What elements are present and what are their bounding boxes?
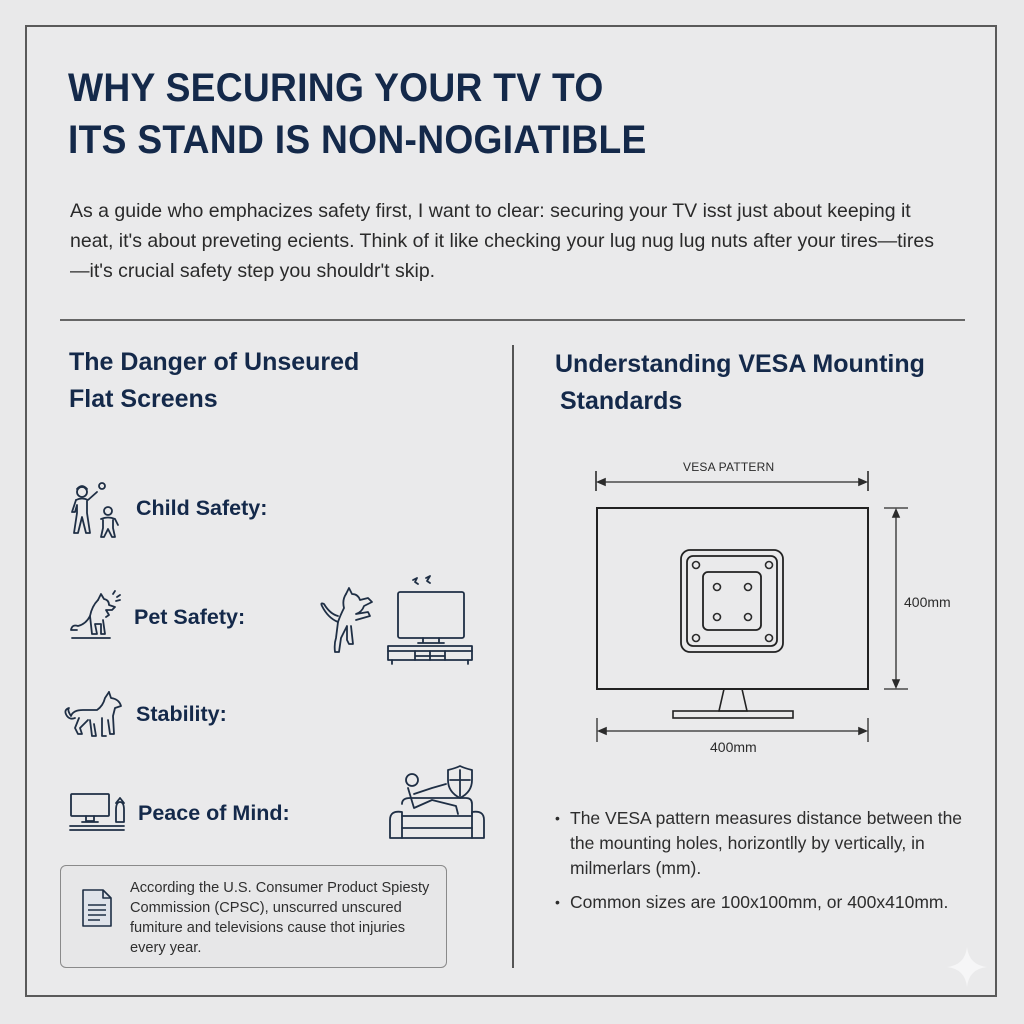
section-title-line-1: The Danger of Unseured <box>69 348 360 376</box>
bullet-text: The VESA pattern measures distance between the the mounting holes, horizontlly by vertically, in milmerlars (mm). <box>570 808 963 878</box>
title-line-2: ITS STAND IS NON-NOGIATIBLE <box>68 118 647 162</box>
section-title-line-2: Standards <box>560 387 683 415</box>
page-title <box>68 62 812 166</box>
document-icon <box>81 888 113 933</box>
bullet-text: Common sizes are 100x100mm, or 400x410mm. <box>570 892 949 912</box>
bullet-item <box>553 806 973 881</box>
vesa-bullet-list <box>553 806 973 924</box>
cpsc-note-text: According the U.S. Consumer Product Spiesty Commission (CPSC), unscurred unscured fumiture and televisions cause thot injuries every year. <box>130 880 430 956</box>
section-title-vesa <box>555 346 975 420</box>
cpsc-note-box <box>60 865 447 968</box>
person-on-sofa-shield-illustration <box>386 764 486 840</box>
height-dimension-label: 400mm <box>904 594 951 610</box>
vesa-diagram <box>560 455 940 750</box>
list-item-stability <box>64 688 227 740</box>
bullet-dot: • <box>555 894 560 910</box>
width-dimension-label: 400mm <box>710 739 757 755</box>
child-safety-icon <box>68 478 128 538</box>
item-label: Peace of Mind: <box>138 800 290 825</box>
list-item-pet-safety <box>68 588 245 646</box>
item-label: Stability: <box>136 701 227 726</box>
vertical-divider <box>512 345 514 968</box>
pet-safety-icon <box>68 588 126 646</box>
bullet-item <box>553 890 973 915</box>
tv-stand-icon <box>68 790 128 836</box>
bullet-dot: • <box>555 810 560 826</box>
section-title-line-2: Flat Screens <box>69 385 218 413</box>
title-line-1: WHY SECURING YOUR TV TO <box>68 66 604 110</box>
intro-paragraph: As a guide who emphacizes safety first, I want to clear: securing your TV isst just about keeping it neat, it's about preveting ecients. Think of it like checking your lug nug lug nuts after your tires—tires—it's crucial safety step you shouldr't skip. <box>70 200 934 282</box>
sparkle-icon <box>945 945 989 994</box>
dog-icon <box>64 688 126 740</box>
item-label: Pet Safety: <box>134 604 246 629</box>
list-item-child-safety <box>68 478 267 538</box>
horizontal-divider <box>60 319 965 321</box>
list-item-peace-of-mind <box>68 790 290 836</box>
vesa-pattern-label: VESA PATTERN <box>683 460 775 474</box>
section-title-line-1: Understanding VESA Mounting <box>555 350 925 378</box>
item-label: Child Safety: <box>136 495 268 520</box>
section-title-danger <box>69 344 469 418</box>
dog-jumping-at-tv-illustration <box>318 572 478 668</box>
